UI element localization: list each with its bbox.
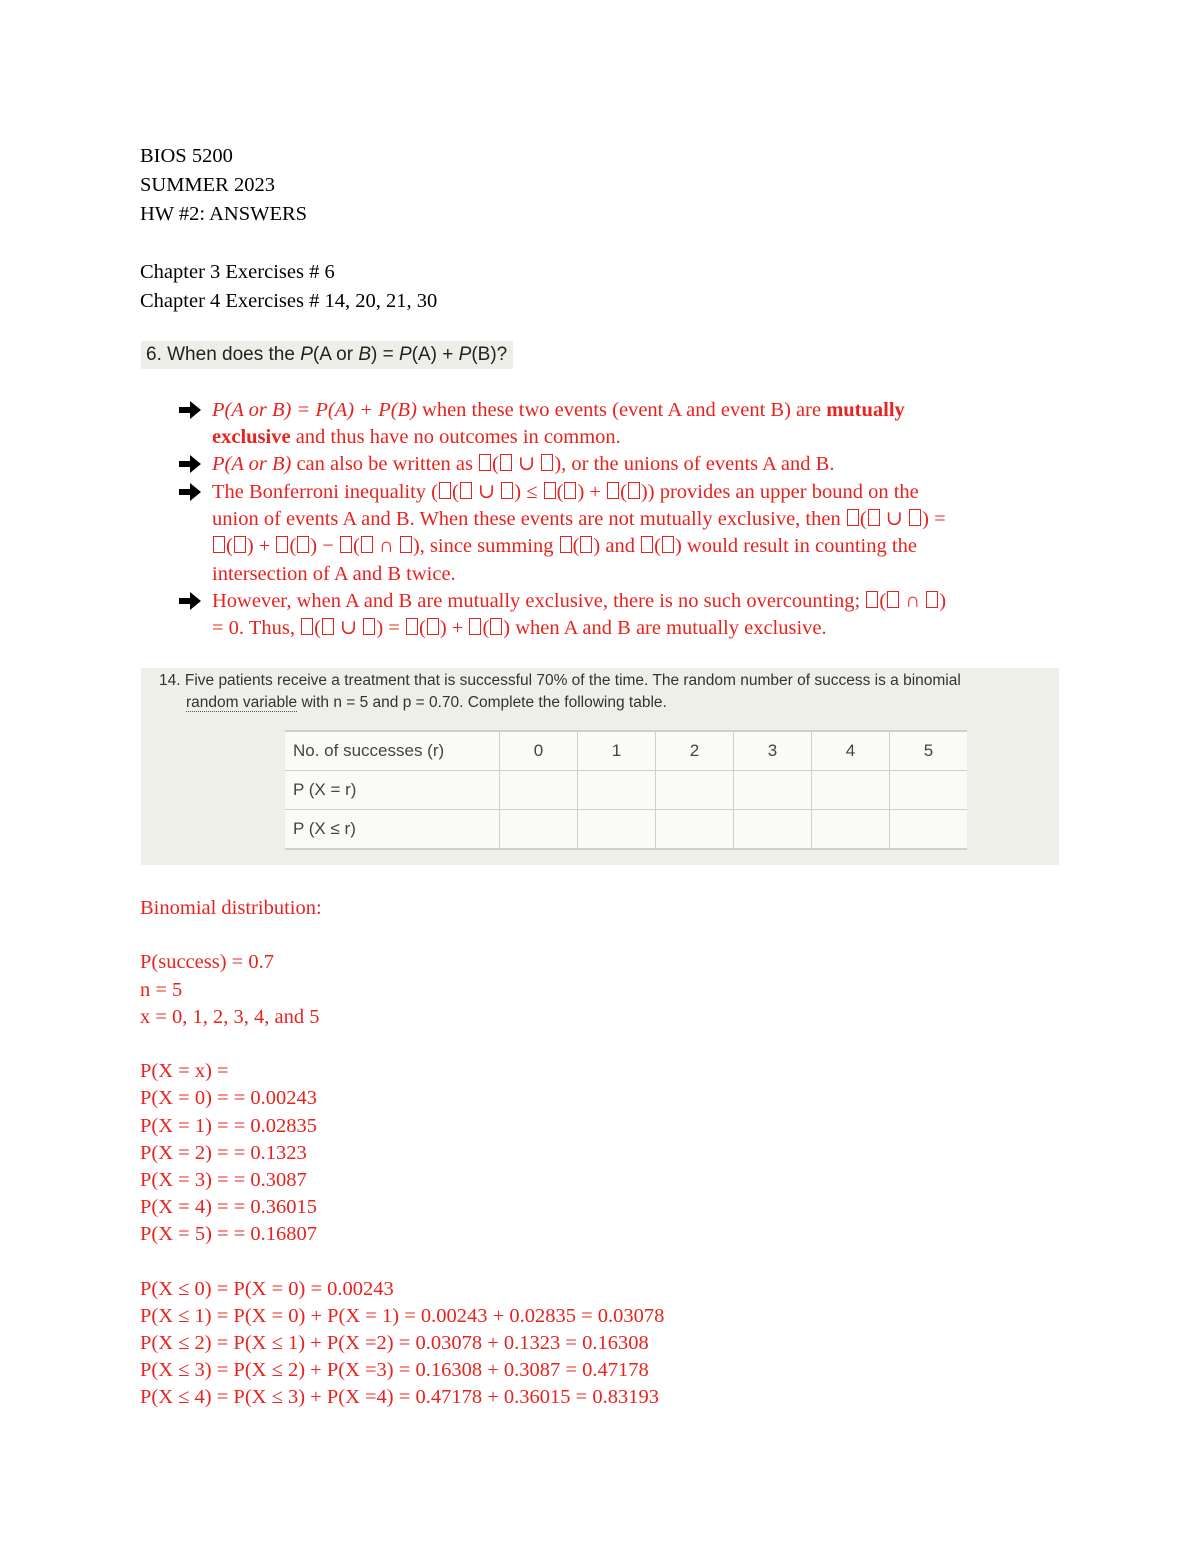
pmf-line: P(X = 2) = = 0.1323: [140, 1141, 307, 1164]
param-line: n = 5: [140, 978, 183, 1001]
cdf-line: P(X ≤ 2) = P(X ≤ 1) + P(X =2) = 0.03078 + 0.1323 = 0.16308: [140, 1332, 649, 1354]
cdf-line: P(X ≤ 3) = P(X ≤ 2) + P(X =3) = 0.16308 + 0.3087 = 0.47178: [140, 1359, 649, 1382]
document-header: [140, 142, 437, 316]
pmf-line: P(X = 4) = = 0.36015: [140, 1196, 318, 1219]
arrow-right-icon: [178, 590, 202, 612]
question-6: 6. When does the P(A or B) = P(A) + P(B)?: [141, 341, 513, 369]
table-row: [285, 771, 967, 810]
chapter-4-exercises: Chapter 4 Exercises # 14, 20, 21, 30: [140, 290, 438, 312]
empty-cell: [578, 771, 656, 810]
empty-cell: [734, 810, 812, 850]
row-header: P (X ≤ r): [285, 810, 500, 850]
empty-cell: [812, 771, 890, 810]
empty-cell: [656, 771, 734, 810]
table-row: [285, 810, 967, 850]
chapter-3-exercises: Chapter 3 Exercises # 6: [140, 261, 335, 283]
answer-title: Binomial distribution:: [140, 897, 322, 919]
empty-cell: [734, 771, 812, 810]
column-header: 3: [734, 731, 812, 771]
pmf-line: P(X = 5) = = 0.16807: [140, 1223, 318, 1246]
empty-cell: [890, 810, 968, 850]
empty-cell: [890, 771, 968, 810]
arrow-right-icon: [178, 453, 202, 475]
column-header: 0: [500, 731, 578, 771]
binomial-table: [285, 730, 967, 850]
pmf-line: P(X = 0) = = 0.00243: [140, 1087, 318, 1110]
param-line: x = 0, 1, 2, 3, 4, and 5: [140, 1005, 320, 1028]
empty-cell: [578, 810, 656, 850]
column-header: 5: [890, 731, 968, 771]
row-header: No. of successes (r): [285, 731, 500, 771]
arrow-right-icon: [178, 481, 202, 503]
term: SUMMER 2023: [140, 174, 275, 196]
empty-cell: [500, 810, 578, 850]
empty-cell: [500, 771, 578, 810]
param-line: P(success) = 0.7: [140, 951, 274, 974]
q14-text: 14. Five patients receive a treatment that is successful 70% of the time. The random number of success is a binomial random variable with n = 5 and p = 0.70. Complete the following table.: [159, 672, 961, 711]
row-header: P (X = r): [285, 771, 500, 810]
column-header: 4: [812, 731, 890, 771]
hw-title: HW #2: ANSWERS: [140, 203, 308, 225]
cdf-line: P(X ≤ 1) = P(X = 0) + P(X = 1) = 0.00243 + 0.02835 = 0.03078: [140, 1304, 665, 1327]
cdf-line: P(X ≤ 0) = P(X = 0) = 0.00243: [140, 1277, 394, 1300]
random-variable-link[interactable]: random variable: [186, 694, 298, 711]
column-header: 2: [656, 731, 734, 771]
empty-cell: [656, 810, 734, 850]
column-header: 1: [578, 731, 656, 771]
pmf-line: P(X = 3) = = 0.3087: [140, 1168, 307, 1191]
pmf-header: P(X = x) =: [140, 1060, 229, 1083]
arrow-right-icon: [178, 399, 202, 421]
pmf-line: P(X = 1) = = 0.02835: [140, 1114, 318, 1137]
table-row: [285, 731, 967, 771]
answer-block: [140, 895, 664, 1412]
question-14: [141, 668, 1059, 865]
q6-text: 6. When does the: [146, 344, 301, 365]
cdf-line: P(X ≤ 4) = P(X ≤ 3) + P(X =4) = 0.47178 + 0.36015 = 0.83193: [140, 1386, 659, 1409]
empty-cell: [812, 810, 890, 850]
course-title: BIOS 5200: [140, 145, 233, 167]
